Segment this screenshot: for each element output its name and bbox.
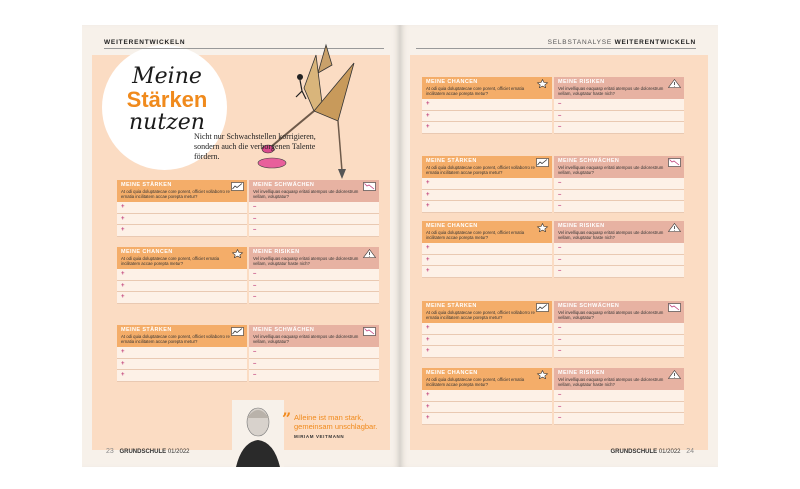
card-label: MEINE CHANCEN — [426, 223, 478, 229]
card-header — [422, 77, 552, 99]
card-chancen-r3 — [422, 221, 552, 278]
card-question: At odi quia doluptatecae core porent, officiet ernatia incilitatem accae porepta metur? — [426, 230, 525, 240]
entry-line[interactable]: + — [117, 292, 247, 304]
card-schwaechen-2 — [249, 325, 379, 382]
entry-line[interactable]: + — [422, 201, 552, 213]
card-question: Vel invelliquas eaquasp eritati atempos ute dolorestrum vellam, voluptatur? — [253, 334, 359, 344]
card-header — [422, 156, 552, 178]
card-header — [422, 221, 552, 243]
card-label: MEINE STÄRKEN — [121, 327, 172, 333]
magazine-name: GRUNDSCHULE — [119, 449, 167, 455]
entry-line[interactable]: – — [554, 243, 684, 255]
right-header-rule — [416, 48, 696, 49]
card-label: MEINE STÄRKEN — [121, 182, 172, 188]
entry-line[interactable]: + — [422, 413, 552, 425]
card-risiken-r3 — [554, 221, 684, 278]
left-footer — [102, 448, 190, 455]
entry-line[interactable]: + — [117, 347, 247, 359]
right-header — [548, 39, 696, 46]
entry-line[interactable]: + — [422, 99, 552, 111]
portrait-photo — [232, 400, 284, 467]
card-staerken-1 — [117, 180, 247, 237]
card-question: At odi quia doluptatecae core porent, officiet vollaborro re ernatia incilitatem accae porepta metur? — [426, 165, 535, 175]
card-label: MEINE SCHWÄCHEN — [558, 303, 620, 309]
entry-line[interactable]: + — [117, 269, 247, 281]
chart-down-icon — [363, 327, 376, 336]
card-risiken-r5 — [554, 368, 684, 425]
card-chancen-1 — [117, 247, 247, 304]
entry-line[interactable]: – — [249, 225, 379, 237]
card-header — [422, 301, 552, 323]
warning-icon — [668, 370, 681, 379]
entry-line[interactable]: – — [554, 323, 684, 335]
entry-line[interactable]: + — [117, 359, 247, 371]
quote-author: MIRIAM VEITMANN — [294, 434, 345, 439]
entry-line[interactable]: + — [422, 390, 552, 402]
card-question: At odi quia doluptatecae core porent, officiet vollaborro re ernatia incilitatem accae porepta metur? — [121, 189, 230, 199]
card-chancen-r1 — [422, 77, 552, 134]
entry-line[interactable]: + — [117, 370, 247, 382]
quote-block — [282, 409, 392, 439]
header-section: SELBSTANALYSE — [547, 39, 612, 46]
page-title — [112, 65, 222, 134]
star-icon — [536, 370, 549, 379]
card-staerken-r2 — [422, 156, 552, 213]
warning-icon — [668, 79, 681, 88]
card-staerken-r4 — [422, 301, 552, 358]
header-title: WEITERENTWICKELN — [614, 39, 696, 46]
right-page — [400, 25, 718, 467]
entry-line[interactable]: + — [117, 225, 247, 237]
entry-line[interactable]: + — [422, 402, 552, 414]
card-schwaechen-r2 — [554, 156, 684, 213]
card-chancen-r5 — [422, 368, 552, 425]
chart-up-icon — [536, 158, 549, 167]
intro-text: Nicht nur Schwachstellen korrigieren, sondern auch die verborgenen Talente fördern. — [194, 132, 316, 161]
entry-line[interactable]: + — [422, 323, 552, 335]
entry-line[interactable]: – — [554, 390, 684, 402]
card-header — [554, 221, 684, 243]
entry-line[interactable]: – — [554, 346, 684, 358]
chart-up-icon — [231, 182, 244, 191]
card-question: At odi quia doluptatecae core porent, officiet ernatia incilitatem accae porepta metur? — [426, 377, 525, 387]
card-label: MEINE RISIKEN — [558, 370, 605, 376]
entry-line[interactable]: + — [422, 122, 552, 134]
card-question: At odi quia doluptatecae core porent, officiet vollaborro re ernatia incilitatem accae porepta metur? — [121, 334, 230, 344]
card-question: Vel invelliquas eaquasp eritati atempos ute dolorestrum vellam, voluptatur haste nich? — [558, 377, 664, 387]
card-header — [422, 368, 552, 390]
title-line-1: Meine — [132, 64, 202, 89]
issue: 01/2022 — [167, 449, 190, 455]
chart-up-icon — [231, 327, 244, 336]
entry-line[interactable]: – — [554, 99, 684, 111]
entry-line[interactable]: – — [249, 269, 379, 281]
page-number: 23 — [106, 448, 114, 455]
star-icon — [536, 223, 549, 232]
entry-line[interactable]: + — [117, 281, 247, 293]
magazine-spread — [82, 25, 718, 467]
entry-line[interactable]: – — [554, 111, 684, 123]
card-question: At odi quia doluptatecae core porent, officiet ernatia incilitatem accae porepta metur? — [121, 256, 220, 266]
entry-line[interactable]: – — [249, 347, 379, 359]
entry-line[interactable]: – — [554, 190, 684, 202]
chart-up-icon — [536, 303, 549, 312]
entry-line[interactable]: – — [554, 178, 684, 190]
entry-line[interactable]: – — [554, 266, 684, 278]
entry-line[interactable]: – — [249, 281, 379, 293]
card-schwaechen-r4 — [554, 301, 684, 358]
entry-line[interactable]: – — [249, 292, 379, 304]
entry-line[interactable]: + — [422, 178, 552, 190]
card-question: Vel invelliquas eaquasp eritati atempos ute dolorestrum vellam, voluptatur? — [558, 165, 664, 175]
entry-line[interactable]: – — [554, 122, 684, 134]
card-header — [554, 156, 684, 178]
card-header — [554, 77, 684, 99]
card-question: Vel invelliquas eaquasp eritati atempos ute dolorestrum vellam, voluptatur haste nich? — [558, 86, 664, 96]
entry-line[interactable]: – — [249, 214, 379, 226]
star-icon — [231, 249, 244, 258]
entry-line[interactable]: + — [117, 202, 247, 214]
card-label: MEINE RISIKEN — [558, 79, 605, 85]
title-line-3: nutzen — [129, 110, 205, 135]
chart-down-icon — [363, 182, 376, 191]
card-label: MEINE SCHWÄCHEN — [558, 158, 620, 164]
warning-icon — [363, 249, 376, 258]
entry-line[interactable]: + — [422, 266, 552, 278]
card-label: MEINE STÄRKEN — [426, 158, 477, 164]
entry-line[interactable]: + — [422, 346, 552, 358]
card-question: Vel invelliquas eaquasp eritati atempos ute dolorestrum vellam, voluptatur? — [253, 189, 359, 199]
entry-line[interactable]: + — [422, 255, 552, 267]
chart-down-icon — [668, 158, 681, 167]
entry-line[interactable]: – — [249, 202, 379, 214]
page-number: 24 — [686, 448, 694, 455]
entry-line[interactable]: – — [554, 413, 684, 425]
chart-down-icon — [668, 303, 681, 312]
card-header — [117, 325, 247, 347]
quote-mark-icon: ” — [282, 409, 292, 428]
card-question: At odi quia doluptatecae core porent, officiet vollaborro re ernatia incilitatem accae porepta metur? — [426, 310, 535, 320]
left-page — [82, 25, 400, 467]
card-header — [554, 301, 684, 323]
warning-icon — [668, 223, 681, 232]
card-risiken-1 — [249, 247, 379, 304]
issue: 01/2022 — [658, 449, 681, 455]
star-icon — [536, 79, 549, 88]
card-risiken-r1 — [554, 77, 684, 134]
entry-line[interactable]: + — [422, 190, 552, 202]
card-header — [249, 247, 379, 269]
entry-line[interactable]: – — [554, 255, 684, 267]
entry-line[interactable]: – — [554, 201, 684, 213]
magazine-name: GRUNDSCHULE — [610, 449, 658, 455]
card-question: At odi quia doluptatecae core porent, officiet ernatia incilitatem accae porepta metur? — [426, 86, 525, 96]
right-footer — [610, 448, 698, 455]
card-header — [249, 180, 379, 202]
title-line-2: Stärken — [126, 87, 208, 112]
left-header: WEITERENTWICKELN — [104, 39, 186, 46]
entry-line[interactable]: – — [249, 359, 379, 371]
card-label: MEINE RISIKEN — [558, 223, 605, 229]
card-question: Vel invelliquas eaquasp eritati atempos ute dolorestrum vellam, voluptatur haste nich? — [558, 230, 664, 240]
entry-line[interactable]: – — [554, 402, 684, 414]
card-header — [249, 325, 379, 347]
card-header — [554, 368, 684, 390]
quote-text: Alleine ist man stark, gemeinsam unschlagbar. — [294, 413, 378, 431]
card-label: MEINE SCHWÄCHEN — [253, 182, 315, 188]
card-staerken-2 — [117, 325, 247, 382]
card-schwaechen-1 — [249, 180, 379, 237]
entry-line[interactable]: + — [117, 214, 247, 226]
entry-line[interactable]: – — [249, 370, 379, 382]
card-header — [117, 180, 247, 202]
card-label: MEINE CHANCEN — [121, 249, 173, 255]
entry-line[interactable]: + — [422, 111, 552, 123]
card-label: MEINE STÄRKEN — [426, 303, 477, 309]
entry-line[interactable]: + — [422, 335, 552, 347]
entry-line[interactable]: + — [422, 243, 552, 255]
card-question: Vel invelliquas eaquasp eritati atempos ute dolorestrum vellam, voluptatur? — [558, 310, 664, 320]
card-label: MEINE CHANCEN — [426, 370, 478, 376]
entry-line[interactable]: – — [554, 335, 684, 347]
card-header — [117, 247, 247, 269]
card-label: MEINE CHANCEN — [426, 79, 478, 85]
card-question: Vel invelliquas eaquasp eritati atempos ute dolorestrum vellam, voluptatur haste nich? — [253, 256, 359, 266]
card-label: MEINE RISIKEN — [253, 249, 300, 255]
card-label: MEINE SCHWÄCHEN — [253, 327, 315, 333]
